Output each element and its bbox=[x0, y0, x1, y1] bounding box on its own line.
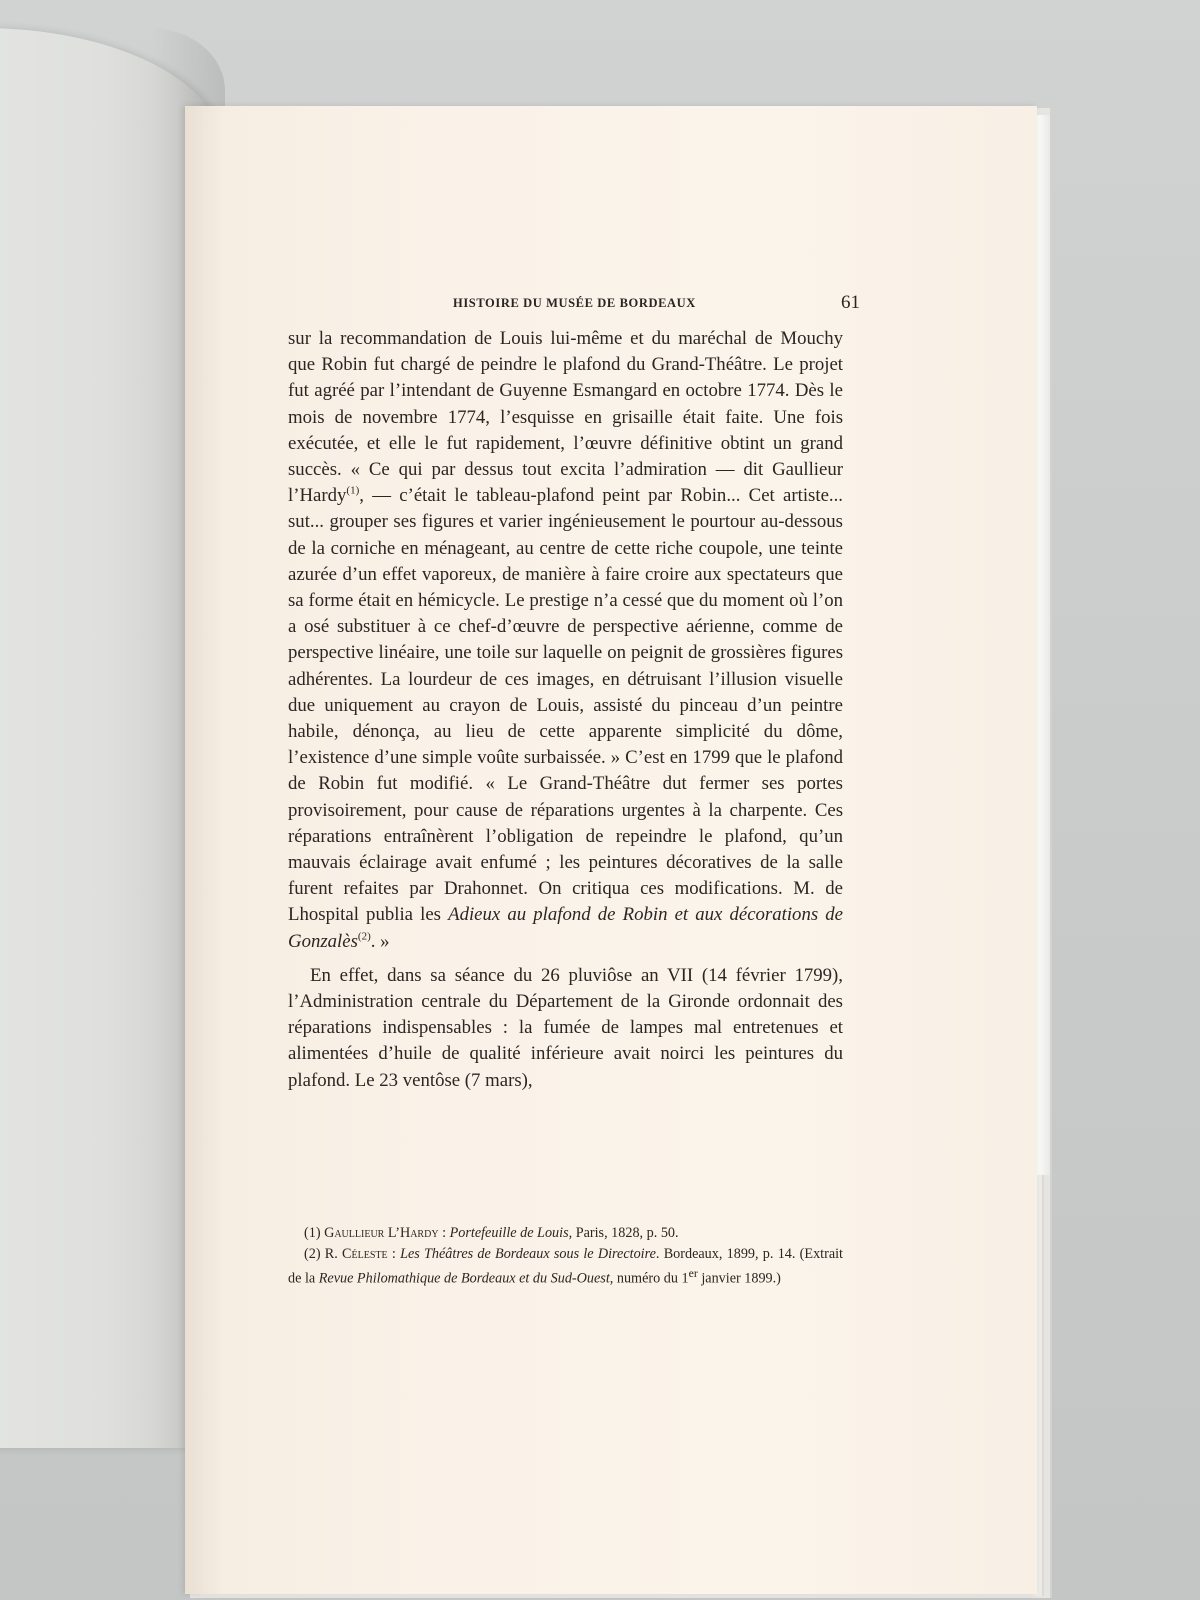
footnote-2-rest: . Bordeaux, 1899, p. 14. (Extrait de la bbox=[288, 1246, 844, 1287]
running-head bbox=[185, 292, 1037, 322]
footnote-1-rest: , Paris, 1828, p. 50. bbox=[568, 1225, 679, 1241]
footnote-1-mark: (1) bbox=[304, 1225, 321, 1241]
footnote-2-journal: Revue Philomathique de Bordeaux et du Sud-Ouest bbox=[318, 1270, 610, 1287]
footnote-1-author: Gaullieur L’Hardy bbox=[324, 1225, 439, 1241]
paragraph-2: En effet, dans sa séance du 26 pluviôse an VII (14 février 1799), l’Administration centrale du Département de la Gironde ordonnait des réparations indispensables : la fumée de lampes mal entretenues et alimentées d’huile de qualité inférieure avait noirci les peintures du plafond. Le 23 ventôse (7 mars), bbox=[288, 964, 843, 1091]
footnote-2-sep: : bbox=[387, 1246, 401, 1262]
footnote-1-title: Portefeuille de Louis bbox=[449, 1225, 569, 1241]
footnote-2-title: Les Théâtres de Bordeaux sous le Directoire bbox=[400, 1246, 656, 1262]
paragraph-1-text-b: , — c’était le tableau-plafond peint par Robin... Cet artiste... sut... grouper ses figures et varier ingénieusement le pourtour au-dessous de la corniche en ménageant, au centre de cette riche coupole, une teinte azurée d’un effet vaporeux, de manière à faire croire aux spectateurs que sa forme était en hémicycle. Le prestige n’a cessé que du moment où l’on a osé substituer à ce chef-d’œuvre de perspective aérienne, comme de perspective linéaire, une toile sur laquelle on peignit de grossières figures adhérentes. La lourdeur de ces images, en détruisant l’illusion visuelle due uniquement au crayon de Louis, assisté du pinceau d’un peintre habile, dénonça, au lieu de cette apparente simplicité du dôme, l’existence d’une simple voûte surbaissée. » C’est en 1799 que le plafond de Robin fut modifié. « Le Grand-Théâtre dut fermer ses portes provisoirement, pour cause de réparations urgentes à la charpente. Ces réparations entraînèrent l’obligation de repeindre le plafond, qu’un mauvais éclairage avait enfumé ; les peintures décoratives de la salle furent refaites par Drahonnet. On critiqua ces modifications. M. de Lhospital publia les bbox=[288, 485, 843, 926]
footnote-2 bbox=[288, 1245, 843, 1289]
footnote-2-mark: (2) bbox=[304, 1246, 321, 1262]
footnotes bbox=[288, 1224, 843, 1291]
footnote-2-end-b: janvier 1899.) bbox=[697, 1270, 781, 1287]
footnote-1 bbox=[288, 1224, 843, 1243]
footnote-ref-1: (1) bbox=[346, 484, 360, 497]
running-head-title: HISTOIRE DU MUSÉE DE BORDEAUX bbox=[453, 296, 696, 310]
footnote-2-end-a: , numéro du 1 bbox=[609, 1270, 689, 1287]
footnote-2-ordinal: er bbox=[688, 1266, 698, 1280]
footnote-ref-2: (2) bbox=[357, 930, 371, 943]
paragraph-1-italic-title: Adieux au plafond de Robin et aux décorations de Gonzalès bbox=[288, 904, 843, 952]
page-number: 61 bbox=[841, 292, 860, 313]
recto-page bbox=[185, 106, 1037, 1594]
footnote-2-author: R. Céleste bbox=[324, 1246, 388, 1262]
body-text bbox=[288, 326, 843, 1094]
paragraph-1-text-a: sur la recommandation de Louis lui-même et du maréchal de Mouchy que Robin fut chargé de peindre le plafond du Grand-Théâtre. Le projet fut agréé par l’intendant de Guyenne Esmangard en octobre 1774. Dès le mois de novembre 1774, l’esquisse en grisaille était faite. Une fois exécutée, et elle le fut rapidement, l’œuvre définitive obtint un grand succès. « Ce qui par dessus tout excita l’admiration — dit Gaullieur l’Hardy bbox=[288, 328, 843, 507]
footnote-1-sep: : bbox=[438, 1225, 450, 1241]
paragraph-1 bbox=[288, 326, 843, 955]
paragraph-1-text-c: . » bbox=[370, 930, 390, 952]
